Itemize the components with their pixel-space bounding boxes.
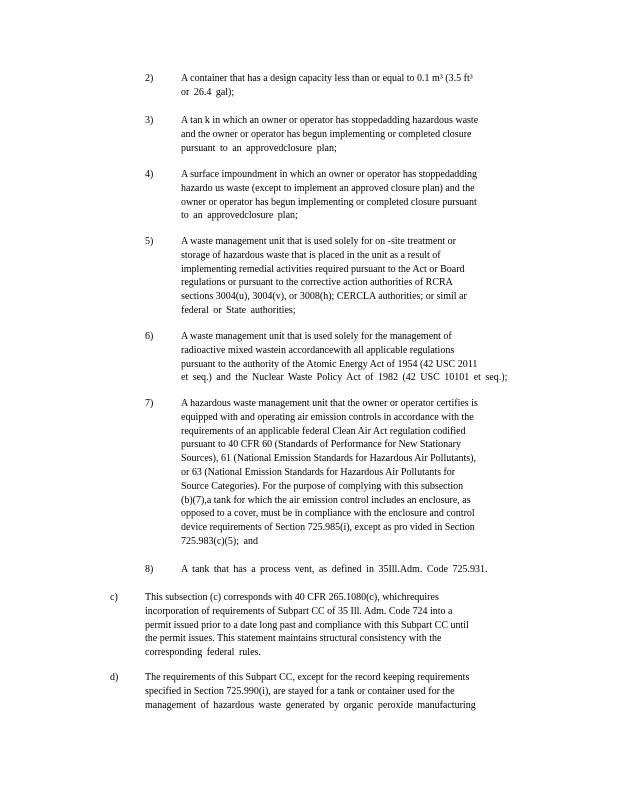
- item-text: A surface impoundment in which an owner or operator has stoppedadding hazardo us waste (except to implement an approved closure plan) and the owner or operator has begun implementing or completed closure pursuant to an approvedclosure plan;: [181, 169, 478, 222]
- item-number: 7): [145, 398, 154, 409]
- item-text: A tan k in which an owner or operator has stoppedadding hazardous waste and the owner or operator has begun implementing or completed closure pursuant to an approvedclosure plan;: [181, 115, 479, 154]
- item-number: 4): [145, 169, 154, 180]
- item-number: 8): [145, 564, 154, 575]
- subsection-label: d): [110, 672, 119, 683]
- item-number: 5): [145, 236, 154, 247]
- subsection-label: c): [110, 592, 118, 603]
- subsection-text: The requirements of this Subpart CC, except for the record keeping requirements specified in Section 725.990(i), are stayed for a tank or container used for the management of hazardous waste generated by organic peroxide manufacturing: [145, 672, 476, 711]
- item-number: 3): [145, 115, 154, 126]
- item-text: A tank that has a process vent, as defined in 35Ill.Adm. Code 725.931.: [181, 564, 488, 575]
- item-text: A hazardous waste management unit that the owner or operator certifies is equipped with and operating air emission controls in accordance with the requirements of an applicable federal Clean Air Act regulation codified pursuant to 40 CFR 60 (Standards of Performance for New Stationary Sources), 61 (National Emission Standards for Hazardous Air Pollutants), or 63 (National Emission Standards for Hazardous Air Pollutants for Source Categories). For the purpose of complying with this subsection (b)(7),a tank for which the air emission control includes an enclosure, as opposed to a cover, must be in compliance with the enclosure and control device requirements of Section 725.985(i), except as pro vided in Section 725.983(c)(5); and: [181, 398, 478, 547]
- item-number: 6): [145, 331, 154, 342]
- item-text: A container that has a design capacity less than or equal to 0.1 m³ (3.5 ft³ or 26.4 gal);: [181, 73, 473, 98]
- item-text: A waste management unit that is used solely for the management of radioactive mixed wastein accordancewith all applicable regulations pursuant to the authority of the Atomic Energy Act of 1954 (42 USC 2011 et seq.) and the Nuclear Waste Policy Act of 1982 (42 USC 10101 et seq.);: [181, 331, 508, 384]
- subsection-text: This subsection (c) corresponds with 40 CFR 265.1080(c), whichrequires incorporation of requirements of Subpart CC of 35 Ill. Adm. Code 724 into a permit issued prior to a date long past and compliance with this Subpart CC until the permit issues. This statement maintains structural consistency with the corresponding federal rules.: [145, 592, 469, 659]
- item-number: 2): [145, 73, 154, 84]
- item-text: A waste management unit that is used solely for on -site treatment or storage of hazardous waste that is placed in the unit as a result of implementing remedial activities required pursuant to the Act or Board regulations or pursuant to the corrective action authorities of RCRA sections 3004(u), 3004(v), or 3008(h); CERCLA authorities; or simil ar federal or State authorities;: [181, 236, 467, 316]
